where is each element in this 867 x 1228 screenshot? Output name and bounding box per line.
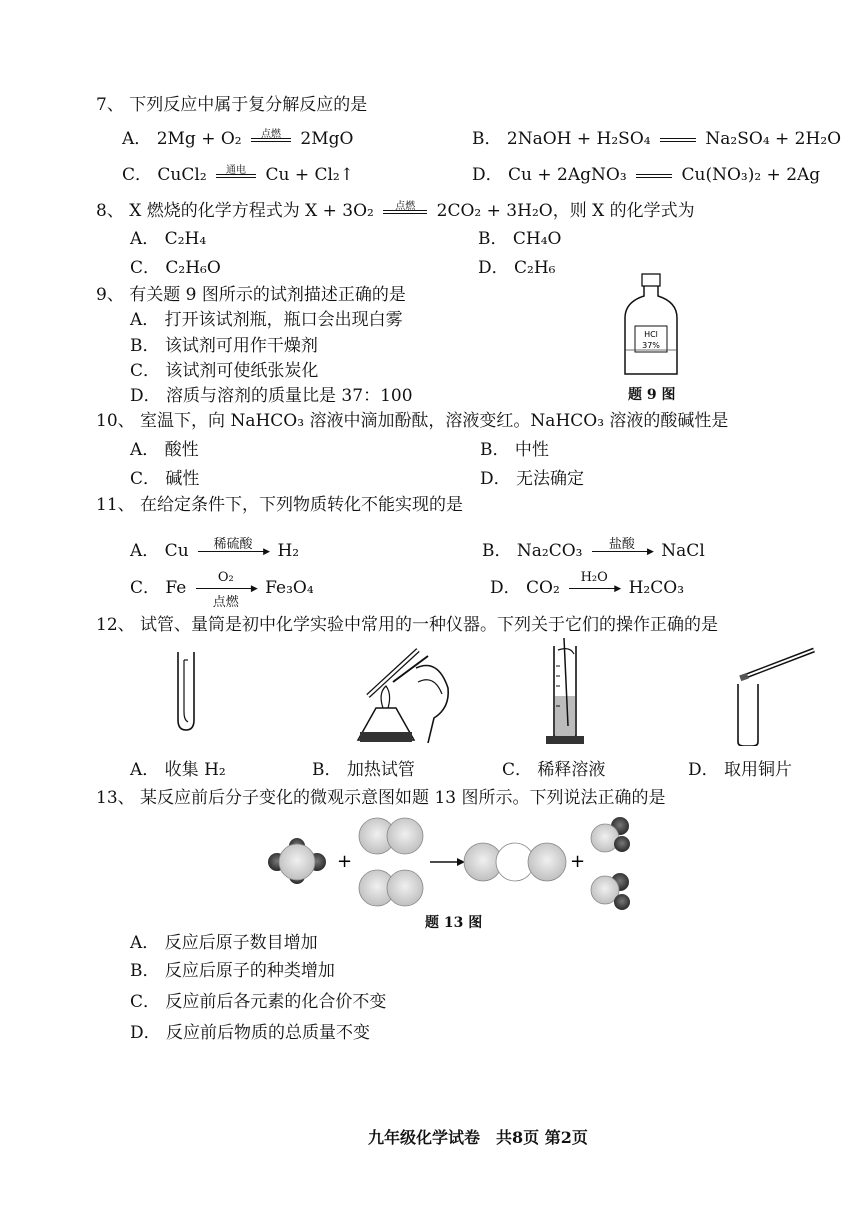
q11-stem: 11、 在给定条件下，下列物质转化不能实现的是: [96, 495, 464, 515]
product-molecule-2: [591, 817, 630, 910]
q9-option-c: C． 该试剂可使纸张炭化: [130, 361, 319, 381]
q9-option-d: D． 溶质与溶剂的质量比是 37：100: [130, 386, 413, 406]
figure-13-caption: 题 13 图: [425, 915, 483, 931]
q13-option-b: B． 反应后原子的种类增加: [130, 961, 335, 981]
heat-tube-figure: [338, 638, 468, 748]
q13-option-c: C． 反应前后各元素的化合价不变: [130, 992, 387, 1012]
bottle-stopper: [642, 274, 660, 286]
take-copper-figure: [718, 646, 818, 746]
q12-option-c: C． 稀释溶液: [502, 760, 606, 780]
q10-option-d: D． 无法确定: [480, 469, 585, 489]
reaction-arrow: 稀硫酸 ▶: [198, 551, 268, 552]
q13-option-a: A． 反应后原子数目增加: [130, 933, 318, 953]
q10-stem: 10、 室温下，向 NaHCO₃ 溶液中滴加酚酞，溶液变红。NaHCO₃ 溶液的酸碱性是: [96, 411, 729, 431]
q8-option-a: A． C₂H₄: [130, 229, 207, 249]
q12-stem: 12、 试管、量筒是初中化学实验中常用的一种仪器。下列关于它们的操作正确的是: [96, 615, 719, 635]
q8-option-d: D． C₂H₆: [478, 258, 556, 278]
q11-option-b: B． Na₂CO₃ 盐酸 ▶ NaCl: [482, 537, 705, 561]
q9-option-a: A． 打开该试剂瓶，瓶口会出现白雾: [130, 310, 403, 330]
q11-option-a: A． Cu 稀硫酸 ▶ H₂: [130, 537, 300, 561]
plus-sign: +: [570, 851, 586, 872]
equals-arrow: [660, 138, 696, 142]
product-molecule-1: [464, 843, 566, 881]
reagent-bottle-figure: [615, 270, 685, 380]
q7-option-b: B． 2NaOH + H₂SO₄ Na₂SO₄ + 2H₂O: [472, 129, 842, 149]
q7-option-c: C． CuCl₂ 通电 Cu + Cl₂↑: [122, 164, 354, 185]
collect-h2-figure: [170, 650, 210, 735]
dilute-solution-figure: [540, 636, 590, 751]
q8-option-c: C． C₂H₆O: [130, 258, 221, 278]
reaction-condition-arrow: 点燃: [383, 210, 427, 214]
q12-option-a: A． 收集 H₂: [130, 760, 226, 780]
q7-stem: 7、 下列反应中属于复分解反应的是: [96, 95, 368, 115]
q9-option-b: B． 该试剂可用作干燥剂: [130, 336, 318, 356]
q12-option-b: B． 加热试管: [312, 760, 415, 780]
q10-option-c: C． 碱性: [130, 469, 200, 489]
bottle-label-conc: 37%: [642, 341, 660, 350]
equals-arrow: [636, 174, 672, 178]
page-footer: 九年级化学试卷 共8页 第2页: [368, 1128, 588, 1147]
q13-option-d: D． 反应前后物质的总质量不变: [130, 1023, 371, 1043]
q11-option-d: D． CO₂ H₂O ▶ H₂CO₃: [490, 570, 685, 598]
reactant-molecule-2: [359, 818, 423, 906]
reaction-arrow: O₂ ▶ 点燃: [196, 588, 256, 589]
q13-stem: 13、 某反应前后分子变化的微观示意图如题 13 图所示。下列说法正确的是: [96, 788, 666, 808]
q8-stem: 8、 X 燃烧的化学方程式为 X + 3O₂ 点燃 2CO₂ + 3H₂O，则 X 的化学式为: [96, 200, 695, 221]
reaction-condition-arrow: 通电: [216, 174, 256, 178]
reactant-molecule-1: [268, 838, 326, 884]
figure-9-caption: 题 9 图: [628, 387, 676, 403]
q8-option-b: B． CH₄O: [478, 229, 562, 249]
q11-option-c: C． Fe O₂ ▶ 点燃 Fe₃O₄: [130, 570, 314, 610]
molecule-reaction-diagram: [265, 810, 645, 915]
reaction-arrow: 盐酸 ▶: [592, 551, 652, 552]
bottle-label-name: HCl: [644, 330, 658, 339]
q9-stem: 9、 有关题 9 图所示的试剂描述正确的是: [96, 285, 406, 305]
q7-option-a: A． 2Mg + O₂ 点燃 2MgO: [122, 128, 354, 149]
reaction-condition-arrow: 点燃: [251, 138, 291, 142]
q10-option-b: B． 中性: [480, 440, 549, 460]
q7-option-d: D． Cu + 2AgNO₃ Cu(NO₃)₂ + 2Ag: [472, 165, 821, 185]
q10-option-a: A． 酸性: [130, 440, 199, 460]
q12-option-d: D． 取用铜片: [688, 760, 793, 780]
plus-sign: +: [337, 851, 353, 872]
reaction-arrow: H₂O ▶: [569, 588, 619, 589]
